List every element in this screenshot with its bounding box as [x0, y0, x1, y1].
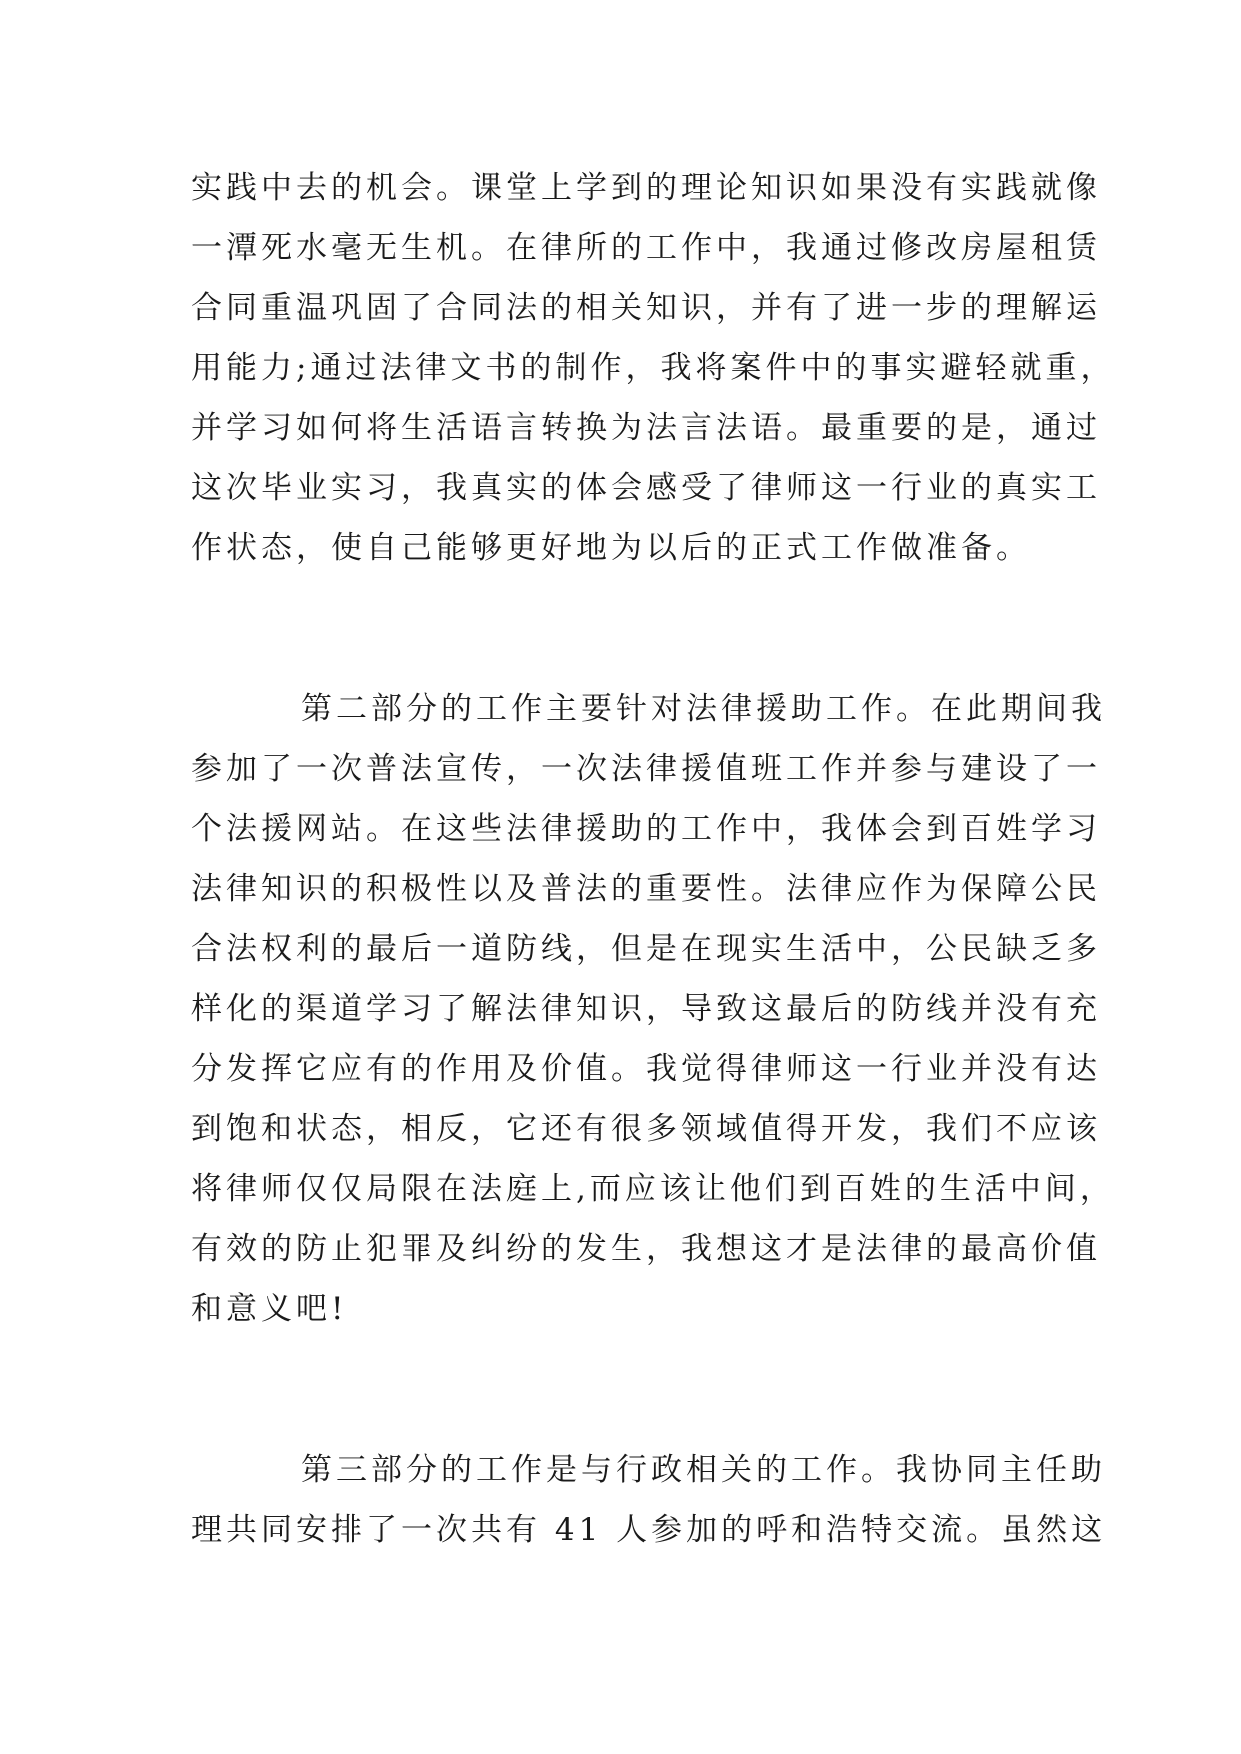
paragraph-line: 合同重温巩固了合同法的相关知识，并有了进一步的理解运 — [191, 290, 1101, 326]
paragraph-line: 用能力;通过法律文书的制作，我将案件中的事实避轻就重， — [191, 350, 1116, 386]
paragraph-line: 将律师仅仅局限在法庭上,而应该让他们到百姓的生活中间， — [191, 1171, 1115, 1207]
paragraph-line: 和意义吧! — [191, 1291, 348, 1327]
paragraph-line: 这次毕业实习，我真实的体会感受了律师这一行业的真实工 — [191, 470, 1101, 506]
paragraph-line: 理共同安排了一次共有 41 人参加的呼和浩特交流。虽然这 — [191, 1512, 1107, 1548]
paragraph-line: 并学习如何将生活语言转换为法言法语。最重要的是，通过 — [191, 410, 1101, 446]
paragraph-line: 第三部分的工作是与行政相关的工作。我协同主任助 — [301, 1452, 1106, 1488]
paragraph-line: 样化的渠道学习了解法律知识，导致这最后的防线并没有充 — [191, 991, 1101, 1027]
paragraph-administrative-work — [191, 1440, 1107, 1560]
paragraph-line: 合法权利的最后一道防线，但是在现实生活中，公民缺乏多 — [191, 931, 1101, 967]
paragraph-legal-aid — [191, 679, 1115, 1339]
paragraph-line: 分发挥它应有的作用及价值。我觉得律师这一行业并没有达 — [191, 1051, 1101, 1087]
paragraph-line: 个法援网站。在这些法律援助的工作中，我体会到百姓学习 — [191, 811, 1101, 847]
paragraph-line: 有效的防止犯罪及纠纷的发生，我想这才是法律的最高价值 — [191, 1231, 1101, 1267]
paragraph-line: 到饱和状态，相反，它还有很多领域值得开发，我们不应该 — [191, 1111, 1101, 1147]
paragraph-line: 参加了一次普法宣传，一次法律援值班工作并参与建设了一 — [191, 751, 1101, 787]
paragraph-line: 法律知识的积极性以及普法的重要性。法律应作为保障公民 — [191, 871, 1101, 907]
paragraph-line: 作状态，使自己能够更好地为以后的正式工作做准备。 — [191, 530, 1031, 566]
paragraph-line: 第二部分的工作主要针对法律援助工作。在此期间我 — [301, 691, 1106, 727]
paragraph-line: 一潭死水毫无生机。在律所的工作中，我通过修改房屋租赁 — [191, 230, 1101, 266]
paragraph-line: 实践中去的机会。课堂上学到的理论知识如果没有实践就像 — [191, 170, 1101, 206]
paragraph-practice-summary — [191, 158, 1116, 578]
